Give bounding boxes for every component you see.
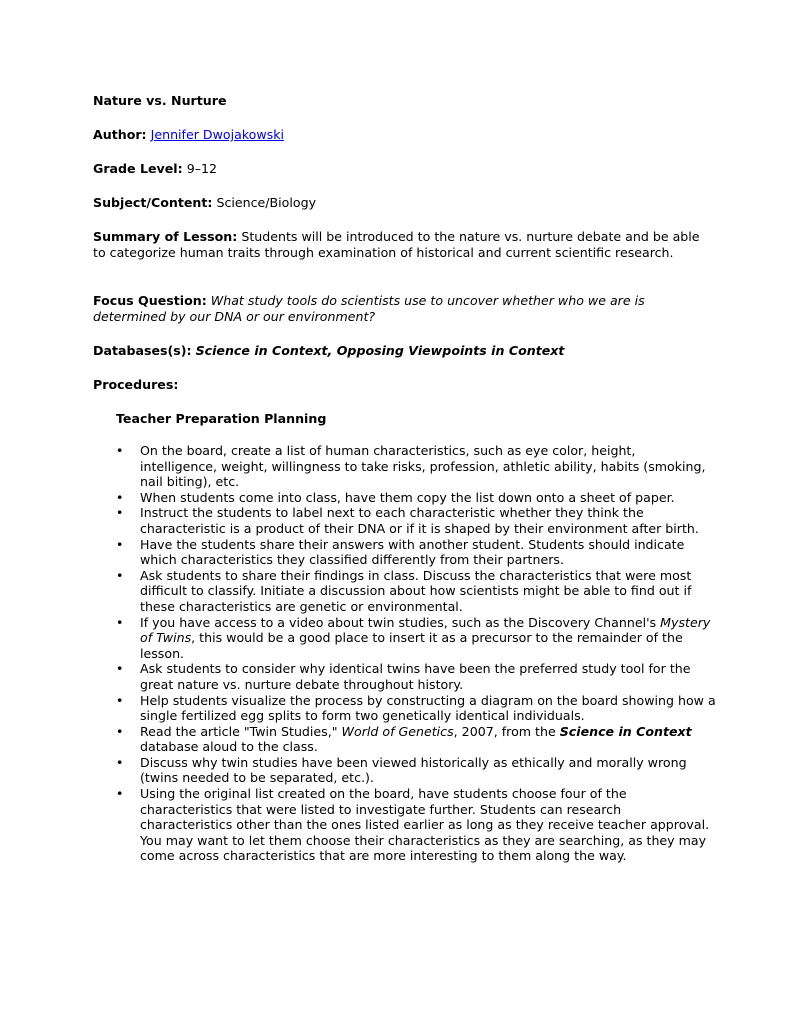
procedure-list	[116, 443, 716, 864]
grade-value: 9–12	[186, 161, 218, 176]
bullet-icon: •	[116, 614, 124, 630]
page-title: Nature vs. Nurture	[93, 93, 227, 108]
list-item: • On the board, create a list of human characteristics, such as eye color, height, intelligence, weight, willingness to take risks, profession, athletic ability, habits (smoking, nail biting), etc.	[116, 443, 706, 490]
bullet-icon: •	[116, 567, 124, 583]
list-item: • Instruct the students to label next to each characteristic whether they think the characteristic is a product of their DNA or if it is shaped by their environment after birth.	[116, 505, 699, 536]
list-item: • Ask students to share their findings in class. Discuss the characteristics that were most difficult to classify. Initiate a discussion about how scientists might be able to find out if these characteristics are genetic or environmental.	[116, 567, 692, 614]
databases-text: Science in Context, Opposing Viewpoints in Context	[195, 343, 565, 358]
video-title: Mystery of Twins	[140, 614, 711, 646]
focus-text: What study tools do scientists use to uncover whether who we are is determined by our DNA or our environment?	[93, 293, 645, 324]
list-item: • Discuss why twin studies have been viewed historically as ethically and morally wrong (twins needed to be separated, etc.).	[116, 754, 687, 786]
subject-label: Subject/Content:	[93, 195, 213, 210]
article-source: World of Genetics	[341, 723, 454, 739]
bullet-icon: •	[116, 754, 124, 770]
summary-text: Students will be introduced to the nature vs. nurture debate and be able to categorize human traits through examination of historical and current scientific research.	[93, 229, 700, 260]
bullet-icon: •	[116, 723, 124, 739]
bullet-icon: •	[116, 786, 124, 802]
databases-line	[93, 343, 564, 359]
bullet-icon: •	[116, 661, 124, 677]
grade-label: Grade Level:	[93, 161, 183, 176]
procedures-heading: Procedures:	[93, 377, 179, 392]
bullet-icon: •	[116, 692, 124, 708]
author-link[interactable]: Jennifer Dwojakowski	[150, 127, 285, 142]
bullet-icon: •	[116, 536, 124, 552]
bullet-icon: •	[116, 505, 124, 521]
focus-label: Focus Question:	[93, 293, 207, 308]
bullet-icon: •	[116, 443, 124, 458]
summary-label: Summary of Lesson:	[93, 229, 238, 244]
author-label: Author:	[93, 127, 147, 142]
list-item: • If you have access to a video about twin studies, such as the Discovery Channel's Mystery of Twins, this would be a good place to insert it as a precursor to the remainder of the lesson.	[116, 614, 711, 661]
grade-line	[93, 161, 217, 177]
summary-paragraph	[93, 229, 703, 261]
list-item: • When students come into class, have them copy the list down onto a sheet of paper.	[116, 489, 675, 505]
subject-value: Science/Biology	[216, 195, 317, 210]
list-item: • Help students visualize the process by constructing a diagram on the board showing how a single fertilized egg splits to form two genetically identical individuals.	[116, 692, 716, 724]
list-item: • Have the students share their answers with another student. Students should indicate which characteristics they classified differently from their partners.	[116, 536, 685, 568]
subject-line	[93, 195, 316, 211]
list-item: • Ask students to consider why identical twins have been the preferred study tool for the great nature vs. nurture debate throughout history.	[116, 661, 691, 692]
author-line	[93, 127, 284, 143]
teacher-prep-heading: Teacher Preparation Planning	[116, 411, 327, 426]
list-item: • Using the original list created on the board, have students choose four of the characteristics that were listed to investigate further. Students can research characteristics other than the ones listed earlier as long as they receive teacher approval. You may want to let them choose their characteristics as they are searching, as they may come across characteristics that are more interesting to them along the way.	[116, 786, 710, 864]
bullet-icon: •	[116, 489, 124, 505]
databases-label: Databases(s):	[93, 343, 192, 358]
list-item: • Read the article "Twin Studies," World of Genetics, 2007, from the Science in Context database aloud to the class.	[116, 723, 692, 755]
focus-paragraph	[93, 293, 703, 325]
article-database: Science in Context	[559, 723, 692, 739]
